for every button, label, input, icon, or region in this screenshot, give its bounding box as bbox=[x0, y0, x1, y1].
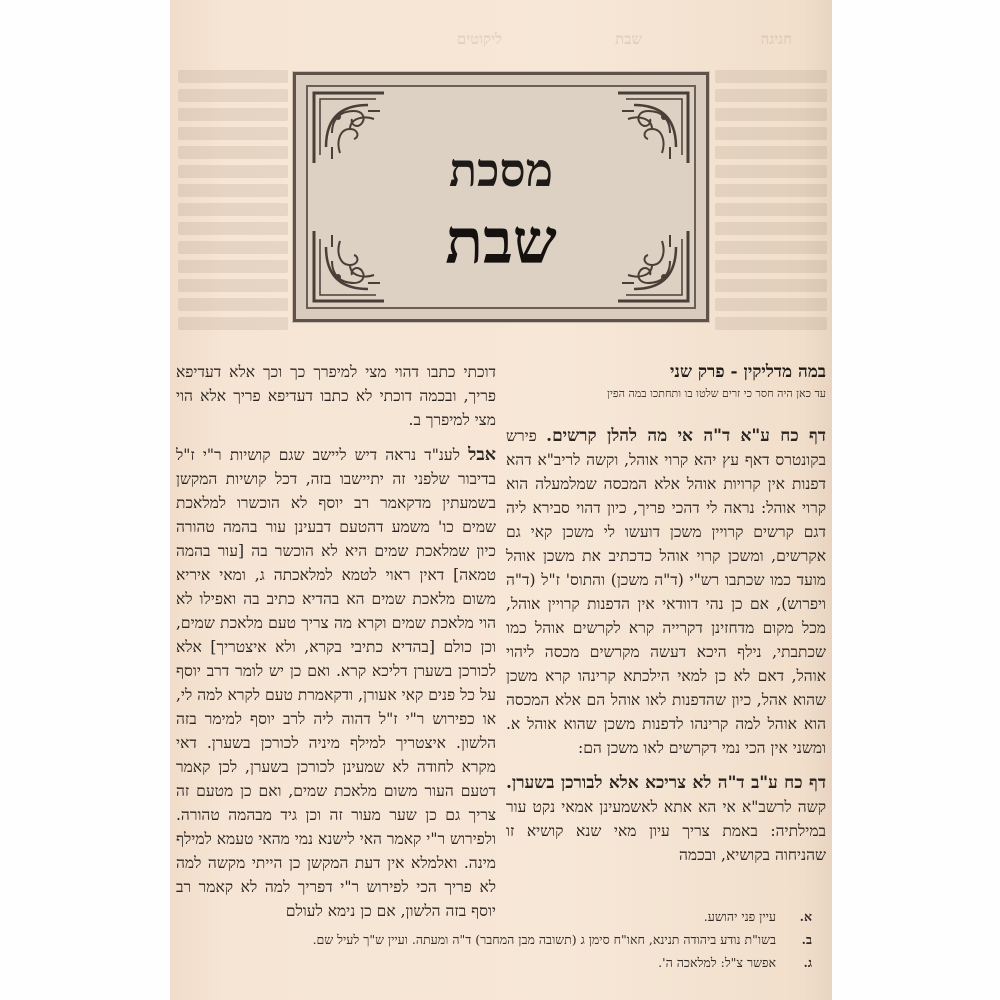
footnote bbox=[180, 951, 812, 974]
dibbur-hamatchil: דף כח ע"ב ד"ה לא צריכא אלא לבורכן בשערן. bbox=[506, 773, 826, 793]
paragraph-first-word: אבל bbox=[468, 445, 496, 465]
paragraph-text: לענ"ד נראה דיש ליישב שגם קושיות ר"י ז"ל בדיבור שלפני זה יתיישבו בזה, דכל קושיות המקשן בשמעתין מדקאמר רב יוסף לא הוכשרו למלאכת שמים כו' משמע דהטעם דבעינן עור בהמה טהורה כיון שמלאכת שמים היא לא הוכשר בה [עור בהמה טמאה] דאין ראוי לטמא למלאכתה ג, ומאי איריא משום מלאכת שמים הא בהדיא כתיב בה ואפילו לא הוי מלאכת שמים וקרא מה צריך טעם מלאכת שמים, וכן כולם [בהדיא כתיבי בקרא, ולא איצטריך] אלא לכורכן בשערן דליכא קרא. ואם כן יש לומר דרב יוסף על כל פנים קאי אעורן, ודקאמרת טעם לקרא למה לי, או כפירוש ר"י ז"ל דהוה ליה לרב יוסף למימר בזה הלשון. איצטריך למילף מיניה לכורכן בשערן. דאי מקרא לחודה לא שמעינן לכורכן בשערן, לכן קאמר דטעם העור משום מלאכת שמים, ואם כן מטעם זה צריך גם כן שער מעור זה וכן גיד מבהמה טהורה. ולפירוש ר"י קאמר האי לישנא נמי מהאי טעמא למילף מינה. ואלמלא אין דעת המקשן כן הייתי מקשה למה לא פריך הכי לפירוש ר"י דפריך למה לא קאמר רב יוסף בזה הלשון, אם כן נימא לעולם bbox=[176, 446, 496, 920]
running-head-bleed bbox=[170, 30, 832, 50]
bleed-word: ליקוטים bbox=[456, 30, 502, 48]
book-page bbox=[170, 0, 832, 1000]
tractate-title-line1: מסכת bbox=[449, 143, 553, 197]
footnote-text: בשו"ת נודע ביהודה תנינא, חאו"ח סימן ג (תשובה מבן המחבר) ד"ה ומעתה. ועיין ש"ך לעיל שם. bbox=[312, 932, 776, 947]
right-text-column bbox=[506, 360, 826, 878]
scan-background-left bbox=[0, 0, 170, 1000]
bleed-through-right bbox=[715, 70, 827, 355]
bleed-through-left bbox=[178, 70, 288, 355]
commentary-paragraph bbox=[506, 771, 826, 867]
bleed-word: חגיגה bbox=[760, 30, 792, 48]
bleed-word: שבת bbox=[615, 30, 642, 48]
chapter-subheading: עד כאן היה חסר כי זרים שלטו בו ותחתכו במה הפין bbox=[607, 387, 826, 400]
footnote-number: א. bbox=[799, 909, 812, 924]
footnote-number: ב. bbox=[801, 932, 812, 947]
title-inner-border bbox=[306, 85, 696, 309]
dibbur-hamatchil: דף כח ע"א ד"ה אי מה להלן קרשים. bbox=[546, 426, 826, 446]
footnotes bbox=[180, 905, 812, 974]
tractate-title-frame bbox=[293, 72, 709, 322]
paragraph-text: דוכתי כתבו דהוי מצי למיפרך כך וכך אלא דעדיפא פריך, ובכמה דוכתי לא כתבו דעדיפא פריך אלא הוי מצי למיפרך ב. bbox=[176, 363, 496, 429]
tractate-title-line2: שבת bbox=[445, 205, 557, 278]
chapter-heading: במה מדליקין - פרק שני bbox=[669, 362, 826, 382]
paragraph-text: פירש בקונטרס דאף עץ יהא קרוי אוהל, וקשה לריב"א דהא דפנות אין קרויות אוהל אלא המכסה שמלמעלה הוא קרוי אוהל: נראה לי דהכי פריך, כיון דהוי סבירא ליה דגם קרשים קרויין משכן דועשו לי משכן קאי גם אקרשים, ומשכן קרוי אוהל כדכתיב את משכן אוהל מועד כמו שכתבו רש"י (ד"ה משכן) והתוס' ז"ל (ד"ה ויפרוש), אם כן נהי דוודאי אין הדפנות קרויין אוהל, מכל מקום מדחזינן דקרייה קרא לקרשים אוהל כמו שכתבתי, נילף היכא דעשה מקרשים מכסה ליהוי אוהל, דאם לא כן למאי הילכתא קרינהו קרא משכן שהוא אהל, כיון שהדפנות לאו אוהל הם אלא המכסה הוא אוהל למה קרינהו לדפנות משכן שהוא אוהל א. ומשני אין הכי נמי דקרשים לאו משכן הם: bbox=[506, 427, 826, 757]
commentary-paragraph bbox=[506, 424, 826, 760]
footnote-number: ג. bbox=[803, 955, 812, 970]
commentary-paragraph bbox=[176, 443, 496, 923]
left-text-column bbox=[176, 360, 496, 934]
paragraph-text: קשה לרשב"א אי הא אתא לאשמעינן אמאי נקט עור במילתיה: באמת צריך עיון מאי שנא קושיא זו שהניחוה בקושיא, ובכמה bbox=[506, 798, 826, 864]
footnote-text: עיין פני יהושע. bbox=[703, 909, 776, 924]
scan-background-right bbox=[832, 0, 1000, 1000]
commentary-paragraph bbox=[176, 360, 496, 432]
footnote-text: אפשר צ"ל: למלאכה ה'. bbox=[658, 955, 776, 970]
footnote bbox=[180, 905, 812, 928]
footnote bbox=[180, 928, 812, 951]
